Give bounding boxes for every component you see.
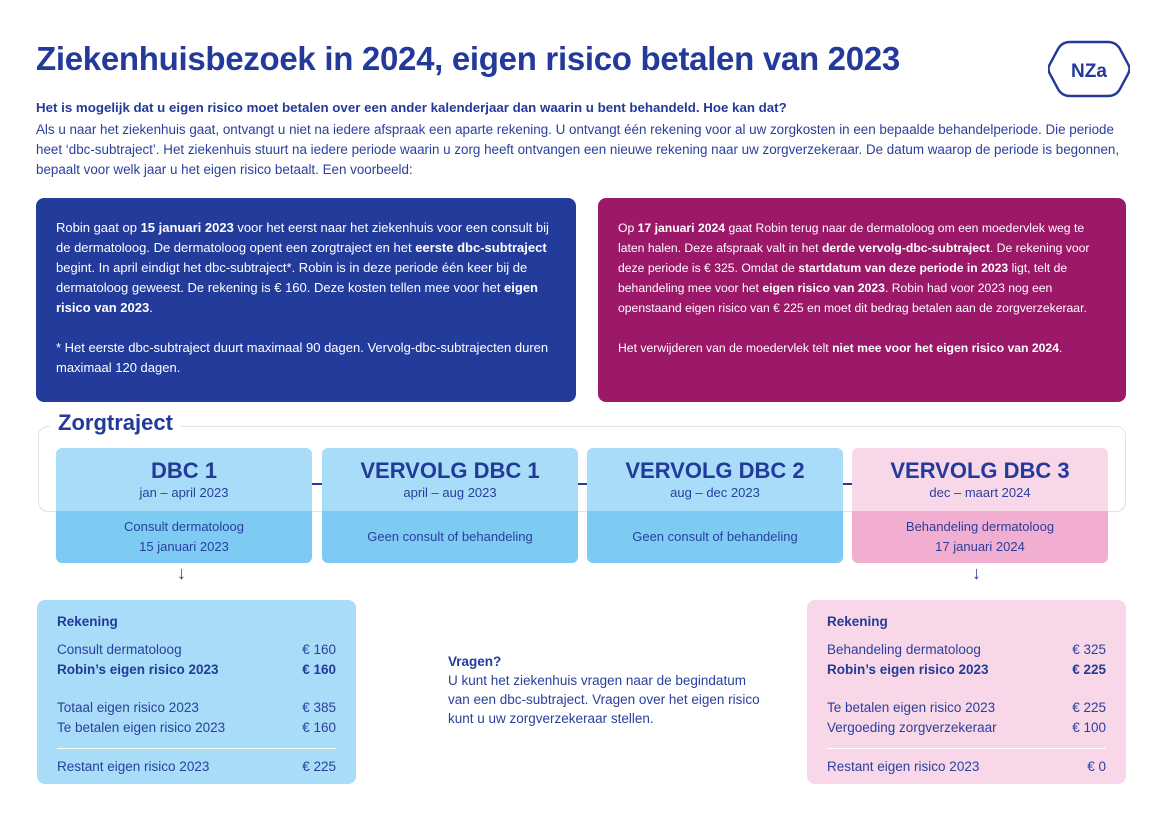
rekening-row: [827, 660, 1106, 680]
rekening-total-row: [827, 757, 1106, 777]
dbc-activity: Consult dermatoloog 15 januari 2023: [56, 511, 312, 563]
body-text: Het verwijderen van de moedervlek telt: [618, 341, 833, 355]
dbc-name: VERVOLG DBC 1: [360, 458, 540, 483]
emphasis-text: niet mee voor het eigen risico van 2024: [832, 341, 1059, 355]
body-text: voor het eerst naar het ziekenhuis voor een consult bij de dermatoloog. De dermatoloog opent een zorgtraject en het: [56, 220, 549, 255]
emphasis-text: eigen risico van 2023: [56, 280, 539, 315]
body-text: . De rekening voor deze periode is € 325. Omdat de: [618, 241, 1090, 275]
logo-text: NZa: [1071, 61, 1107, 82]
rekening-total-amount: € 225: [302, 759, 336, 774]
rekening-row: [57, 640, 336, 660]
dbc-name: VERVOLG DBC 3: [890, 458, 1070, 483]
rekening-2024-box: [807, 600, 1126, 784]
rekening-row-amount: € 225: [1072, 700, 1106, 715]
divider: [57, 748, 336, 749]
emphasis-text: eigen risico van 2023: [762, 281, 885, 295]
intro-text: Als u naar het ziekenhuis gaat, ontvangt u niet na iedere afspraak een aparte rekening. U ontvangt één rekening voor al uw zorgkosten in een bepaalde behandelperiode. Die periode heet ‘dbc-subtraject’. Het ziekenhuis stuurt na iedere periode waarin u zorg heeft ontvangen een nieuwe rekening naar uw zorgverzekeraar. De datum waarop de periode is begonnen, bepaalt voor welk jaar u het eigen risico betaalt. Een voorbeeld:: [36, 122, 1120, 177]
body-text: .: [1058, 341, 1063, 355]
rekening-row: [57, 660, 336, 680]
card-2024-paragraph-2: [618, 338, 1106, 358]
rekening-row-label: Consult dermatoloog: [57, 642, 182, 657]
body-text: gaat Robin terug naar de dermatoloog om een moedervlek weg te laten halen. Deze afspraak valt in het: [618, 221, 1085, 255]
emphasis-text: 17 januari 2024: [637, 221, 726, 235]
rekening-row-amount: € 160: [302, 720, 336, 735]
rekening-total-label: Restant eigen risico 2023: [827, 759, 980, 774]
example-card-2023: [36, 198, 576, 402]
card-2023-footnote: [56, 338, 556, 378]
arrow-down-icon: ↓: [972, 563, 981, 583]
rekening-row-label: Vergoeding zorgverzekeraar: [827, 720, 997, 735]
connector-line: [312, 483, 322, 485]
dbc-activity: Geen consult of behandeling: [587, 511, 843, 563]
rekening-2023-box: [37, 600, 356, 784]
rekening-total-label: Restant eigen risico 2023: [57, 759, 210, 774]
rekening-row: [827, 698, 1106, 718]
dbc-block-2: [322, 448, 578, 563]
dbc-period: dec – maart 2024: [929, 485, 1031, 500]
rekening-row-amount: € 225: [1072, 662, 1106, 677]
rekening-total-amount: € 0: [1087, 759, 1106, 774]
rekening-row-label: Robin’s eigen risico 2023: [827, 662, 989, 677]
body-text: ligt, telt de behandeling mee voor het: [618, 261, 1068, 295]
rekening-row-amount: € 100: [1072, 720, 1106, 735]
rekening-row-label: Behandeling dermatoloog: [827, 642, 981, 657]
rekening-title: Rekening: [827, 614, 888, 629]
body-text: .: [149, 300, 153, 315]
rekening-row-amount: € 160: [302, 662, 336, 677]
body-text: Op: [618, 221, 638, 235]
body-text: begint. In april eindigt het dbc-subtraject*. Robin is in deze periode één keer bij de dermatoloog geweest. De rekening is € 160. Deze kosten tellen mee voor het: [56, 260, 528, 295]
nza-logo: [1048, 38, 1130, 100]
arrow-down-icon: ↓: [177, 563, 186, 583]
body-text: . Robin had voor 2023 nog een openstaand eigen risico van € 225 en moet dit bedrag betalen aan de zorgverzekeraar.: [618, 281, 1087, 315]
card-2023-paragraph-1: [56, 218, 556, 318]
dbc-period: jan – april 2023: [139, 485, 229, 500]
rekening-row: [57, 718, 336, 738]
dbc-activity: Geen consult of behandeling: [322, 511, 578, 563]
example-card-2024: [598, 198, 1126, 402]
card-2024-paragraph-1: [618, 218, 1106, 318]
emphasis-text: 15 januari 2023: [140, 220, 234, 235]
dbc-activity: Behandeling dermatoloog 17 januari 2024: [852, 511, 1108, 563]
dbc-period: april – aug 2023: [403, 485, 497, 500]
rekening-title: Rekening: [57, 614, 118, 629]
dbc-block-3: [587, 448, 843, 563]
emphasis-text: startdatum van deze periode in 2023: [798, 261, 1009, 275]
rekening-row-amount: € 385: [302, 700, 336, 715]
vragen-text: U kunt het ziekenhuis vragen naar de begindatum van een dbc-subtraject. Vragen over het eigen risico kunt u uw zorgverzekeraar stellen.: [448, 673, 760, 726]
page-title: Ziekenhuisbezoek in 2024, eigen risico betalen van 2023: [36, 40, 900, 77]
rekening-row-amount: € 160: [302, 642, 336, 657]
rekening-row: [57, 698, 336, 718]
rekening-total-row: [57, 757, 336, 777]
zorgtraject-label: Zorgtraject: [50, 410, 181, 436]
divider: [827, 748, 1106, 749]
emphasis-text: derde vervolg-dbc-subtraject: [821, 241, 990, 255]
vragen-block: [448, 652, 768, 728]
body-text: Robin gaat op: [56, 220, 141, 235]
dbc-name: DBC 1: [150, 458, 217, 483]
dbc-name: VERVOLG DBC 2: [625, 458, 805, 483]
intro-question: Het is mogelijk dat u eigen risico moet betalen over een ander kalenderjaar dan waarin u bent behandeld. Hoe kan dat?: [36, 100, 787, 115]
rekening-row-label: Te betalen eigen risico 2023: [827, 700, 996, 715]
rekening-row-amount: € 325: [1072, 642, 1106, 657]
rekening-row-label: Totaal eigen risico 2023: [57, 700, 199, 715]
rekening-row: [827, 718, 1106, 738]
vragen-title: Vragen?: [448, 654, 502, 669]
emphasis-text: eerste dbc-subtraject: [415, 240, 547, 255]
dbc-block-4: [852, 448, 1108, 563]
dbc-block-1: [56, 448, 312, 563]
body-text: * Het eerste dbc-subtraject duurt maximaal 90 dagen. Vervolg-dbc-subtrajecten duren maximaal 120 dagen.: [56, 340, 549, 375]
rekening-row: [827, 640, 1106, 660]
rekening-row-label: Robin’s eigen risico 2023: [57, 662, 219, 677]
rekening-row-label: Te betalen eigen risico 2023: [57, 720, 226, 735]
dbc-period: aug – dec 2023: [670, 485, 760, 500]
